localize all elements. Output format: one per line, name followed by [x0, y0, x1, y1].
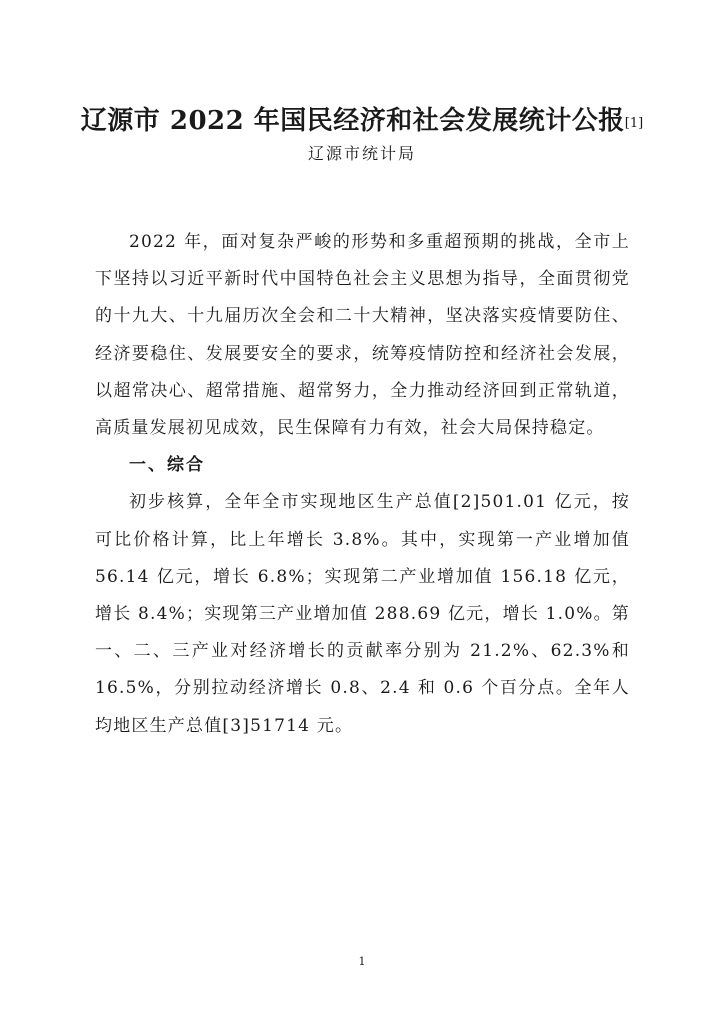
author-line: 辽源市统计局: [307, 144, 416, 163]
title-footnote-ref[interactable]: [1]: [624, 116, 644, 132]
page-title-text: 辽源市 2022 年国民经济和社会发展统计公报: [80, 106, 625, 137]
intro-paragraph: 2022 年，面对复杂严峻的形势和多重超预期的挑战，全市上下坚持以习近平新时代中国特色社会主义思想为指导，全面贯彻党的十九大、十九届历次全会和二十大精神，坚决落实疫情要防住、经济要稳住、发展要安全的要求，统筹疫情防控和经济社会发展，以超常决心、超常措施、超常努力，全力推动经济回到正常轨道，高质量发展初见成效，民生保障有力有效，社会大局保持稳定。: [95, 232, 630, 439]
overview-paragraph: 初步核算，全年全市实现地区生产总值[2]501.01 亿元，按可比价格计算，比上年增长 3.8%。其中，实现第一产业增加值 56.14 亿元，增长 6.8%；实现第二产业增加值 156.18 亿元，增长 8.4%；实现第三产业增加值 288.69 亿元，增长 1.0%。第一、二、三产业对经济增长的贡献率分别为 21.2%、62.3%和16.5%，分别拉动经济增长 0.8、2.4 和 0.6 个百分点。全年人均地区生产总值[3]51714 元。: [95, 492, 630, 736]
page-title: [0, 101, 724, 144]
page-number: 1: [358, 955, 366, 968]
section-heading-overview: 一、综合: [129, 455, 205, 476]
document-body: [95, 224, 630, 745]
